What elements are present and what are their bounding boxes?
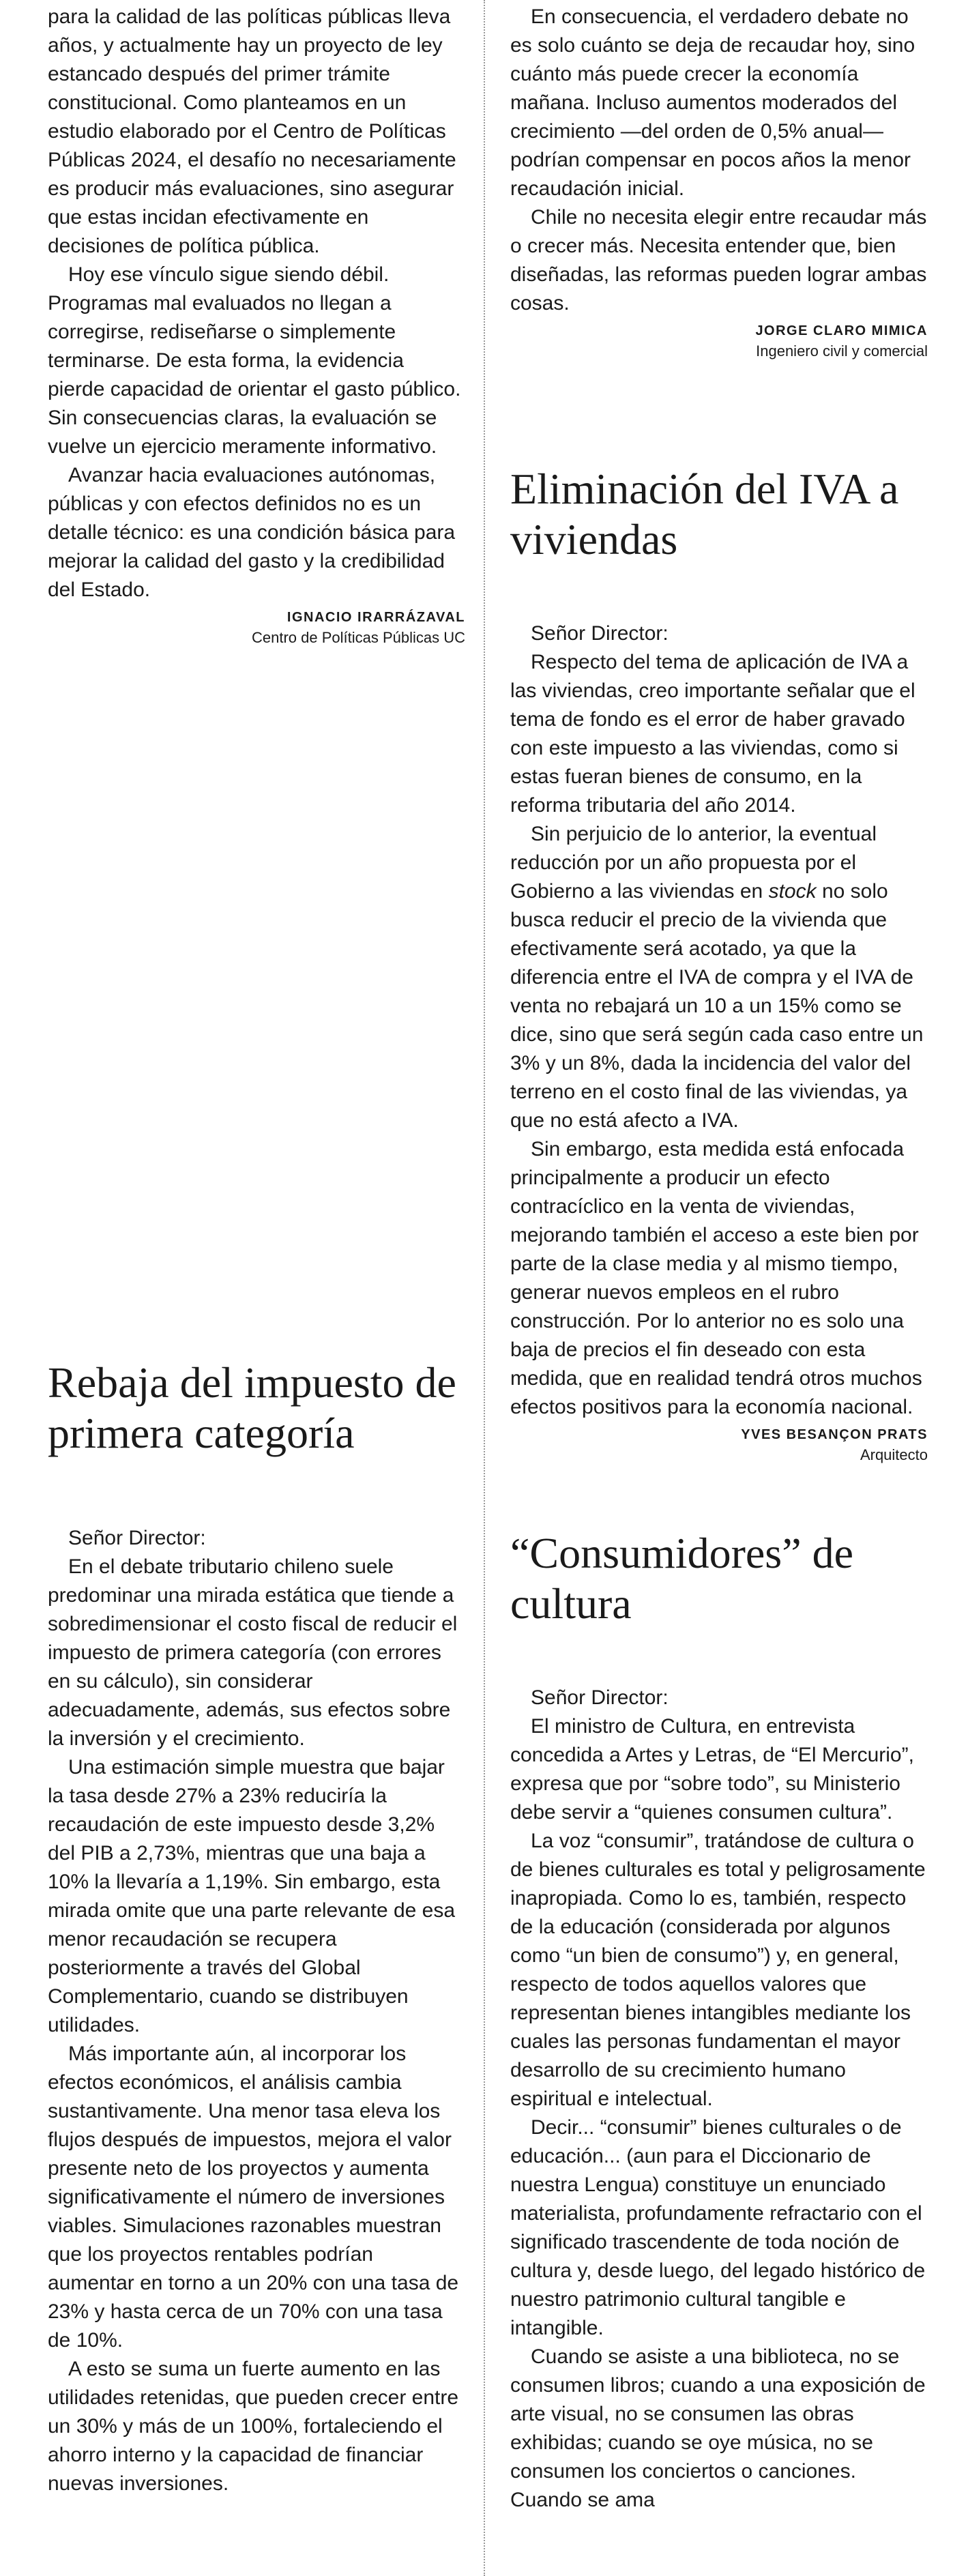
letter-paragraph: Hoy ese vínculo sigue siendo débil. Programas mal evaluados no llegan a corregirse, rediseñarse o simplemente terminarse. De esta forma, la evidencia pierde capacidad de orientar el gasto público. Sin consecuencias claras, la evaluación se vuelve un ejercicio meramente informativo. <box>48 263 461 458</box>
signature-role: Ingeniero civil y comercial <box>756 342 928 360</box>
letter-headline: “Consumidores” de cultura <box>510 1529 853 1628</box>
letter-paragraph: El ministro de Cultura, en entrevista concedida a Artes y Letras, de “El Mercurio”, expresa que por “sobre todo”, su Ministerio debe servir a “quienes consumen cultura”. <box>510 1715 914 1824</box>
letter-paragraph: Respecto del tema de aplicación de IVA a las viviendas, creo importante señalar que el tema de fondo es el error de haber gravado con este impuesto a las viviendas, como si estas fueran bienes de consumo, en la reforma tributaria del año 2014. <box>510 651 915 817</box>
signature-name: IGNACIO IRARRÁZAVAL <box>287 610 465 625</box>
signature-name: JORGE CLARO MIMICA <box>755 323 928 338</box>
letter-salutation: Señor Director: <box>531 1686 669 1709</box>
letter-rebaja-continued <box>510 3 928 362</box>
letter-paragraph: Decir... “consumir” bienes culturales o de educación... (aun para el Diccionario de nuestra Lengua) constituye un enunciado materialista, profundamente refractario con el significado trascendente de toda noción de cultura y, desde luego, del legado histórico de nuestro patrimonio cultural tangible e intangible. <box>510 2116 926 2339</box>
signature-role: Centro de Políticas Públicas UC <box>251 629 465 646</box>
letter-salutation: Señor Director: <box>68 1527 206 1549</box>
letter-paragraph: Cuando se asiste a una biblioteca, no se consumen libros; cuando a una exposición de arte visual, no se consumen las obras exhibidas; cuando se oye música, no se consumen los conciertos o canciones. Cuando se ama <box>510 2345 926 2511</box>
letter-evaluaciones-continued <box>48 3 465 648</box>
letter-rebaja-impuesto <box>48 1358 465 2498</box>
signature-name: YVES BESANÇON PRATS <box>741 1427 928 1442</box>
letter-paragraph: Sin embargo, esta medida está enfocada principalmente a producir un efecto contracíclico en la venta de viviendas, mejorando también el acceso a este bien por parte de la clase media y al mismo tiempo, generar nuevos empleos en el rubro construcción. Por lo anterior no es solo una baja de precios el fin deseado con esta medida, que en realidad tendrá otros muchos efectos positivos para la economía nacional. <box>510 1138 922 1418</box>
letter-signature <box>510 321 928 362</box>
letter-paragraph: Más importante aún, al incorporar los efectos económicos, el análisis cambia sustantivamente. Una menor tasa eleva los flujos después de impuestos, mejora el valor presente neto de los proyectos y aumenta significativamente el número de inversiones viables. Simulaciones razonables muestran que los proyectos rentables podrían aumentar en torno a un 20% con una tasa de 23% y hasta cerca de un 70% con una tasa de 10%. <box>48 2043 459 2352</box>
letter-paragraph: A esto se suma un fuerte aumento en las utilidades retenidas, que pueden crecer entre un 30% y más de un 100%, fortaleciendo el ahorro interno y la capacidad de financiar nuevas inversiones. <box>48 2358 459 2495</box>
letter-consumidores-cultura <box>510 1528 928 2515</box>
letter-paragraph <box>510 820 928 1135</box>
letter-paragraph: Chile no necesita elegir entre recaudar más o crecer más. Necesita entender que, bien diseñadas, las reformas pueden lograr ambas cosas. <box>510 206 927 314</box>
letter-paragraph: para la calidad de las políticas públicas lleva años, y actualmente hay un proyecto de ley estancado después del primer trámite constitucional. Como planteamos en un estudio elaborado por el Centro de Políticas Públicas 2024, el desafío no necesariamente es producir más evaluaciones, sino asegurar que estas incidan efectivamente en decisiones de política pública. <box>48 5 456 257</box>
letter-headline: Eliminación del IVA a viviendas <box>510 465 899 564</box>
letter-iva-viviendas <box>510 464 928 1465</box>
letter-headline: Rebaja del impuesto de primera categoría <box>48 1358 456 1457</box>
letter-paragraph: Una estimación simple muestra que bajar la tasa desde 27% a 23% reduciría la recaudación de este impuesto desde 3,2% del PIB a 2,73%, mientras que una baja a 10% la llevaría a 1,19%. Sin embargo, esta mirada omite que una parte relevante de esa menor recaudación se recupera posteriormente a través del Global Complementario, cuando se distribuyen utilidades. <box>48 1756 456 2036</box>
letter-paragraph: La voz “consumir”, tratándose de cultura o de bienes culturales es total y peligrosamente inapropiada. Como lo es, también, respecto de la educación (considerada por algunos como “un bien de consumo”) y, en general, respecto de todos aquellos valores que representan bienes intangibles mediante los cuales las personas fundamentan el mayor desarrollo de su crecimiento humano espiritual e intelectual. <box>510 1830 926 2110</box>
letter-signature <box>48 607 465 648</box>
letter-signature <box>510 1424 928 1465</box>
column-divider <box>484 0 485 2576</box>
letter-paragraph: Avanzar hacia evaluaciones autónomas, públicas y con efectos definidos no es un detalle técnico: es una condición básica para mejorar la calidad del gasto y la credibilidad del Estado. <box>48 464 456 601</box>
letter-paragraph: En el debate tributario chileno suele predominar una mirada estática que tiende a sobredimensionar el costo fiscal de reducir el impuesto de primera categoría (con errores en su cálculo), sin considerar adecuadamente, además, sus efectos sobre la inversión y el crecimiento. <box>48 1555 458 1750</box>
letter-paragraph: En consecuencia, el verdadero debate no es solo cuánto se deja de recaudar hoy, sino cuánto más puede crecer la economía mañana. Incluso aumentos moderados del crecimiento —del orden de 0,5% anual— podrían compensar en pocos años la menor recaudación inicial. <box>510 5 915 200</box>
italic-word: stock <box>768 880 817 903</box>
paragraph-text: Sin perjuicio de lo anterior, la eventual reducción por un año propuesta por el Gobierno a las viviendas en <box>510 823 877 903</box>
letter-salutation: Señor Director: <box>531 622 669 645</box>
paragraph-text: no solo busca reducir el precio de la vivienda que efectivamente será acotado, ya que la diferencia entre el IVA de compra y el IVA de venta no rebajará un 10 a un 15% como se dice, sino que será según cada caso entre un 3% y un 8%, dada la incidencia del valor del terreno en el costo final de las viviendas, ya que no está afecto a IVA. <box>510 880 924 1132</box>
signature-role: Arquitecto <box>860 1446 928 1463</box>
